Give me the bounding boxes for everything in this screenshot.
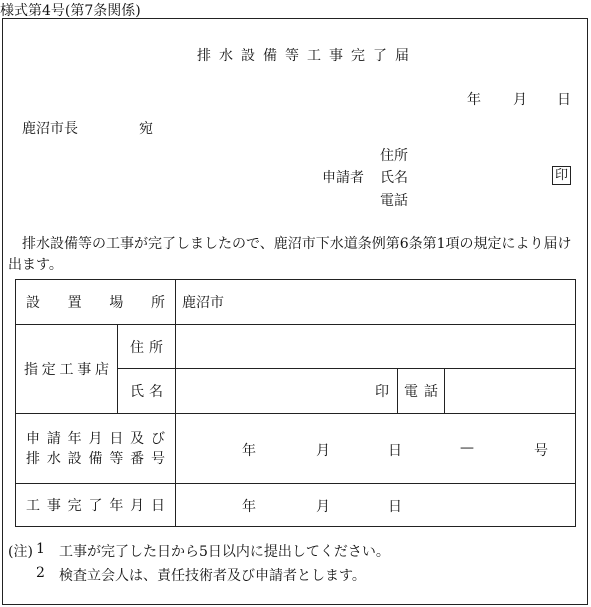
completion-label: 工事完了年月日 xyxy=(16,484,176,527)
form-title: 排水設備等工事完了届 xyxy=(197,48,417,64)
applicant-seal: 印 xyxy=(552,166,571,185)
form-id: 様式第4号(第7条関係) xyxy=(0,3,141,19)
location-row xyxy=(16,280,576,325)
application-label-line1: 申請年月日及び xyxy=(26,430,165,447)
contractor-name-label: 氏名 xyxy=(118,369,176,414)
completion-table xyxy=(15,279,576,527)
addressee-suffix: 宛 xyxy=(139,121,153,137)
apply-number: 号 xyxy=(534,443,548,459)
application-value[interactable] xyxy=(176,414,576,484)
complete-year: 年 xyxy=(242,499,256,515)
note-1-text: 工事が完了した日から5日以内に提出してください。 xyxy=(59,544,390,560)
addressee-mayor: 鹿沼市長 xyxy=(22,121,78,137)
date-month: 月 xyxy=(513,92,527,108)
note-2-text: 検査立会人は、責任技術者及び申請者とします。 xyxy=(59,568,366,584)
apply-month: 月 xyxy=(316,443,330,459)
apply-dash: — xyxy=(460,440,474,456)
application-label xyxy=(16,414,176,484)
application-row xyxy=(16,414,576,484)
applicant-name-label: 氏名 xyxy=(380,170,408,186)
completion-value[interactable] xyxy=(176,484,576,527)
complete-month: 月 xyxy=(316,499,330,515)
apply-year: 年 xyxy=(242,443,256,459)
applicant-address-label: 住所 xyxy=(380,148,408,164)
completion-row xyxy=(16,484,576,527)
contractor-name-field[interactable] xyxy=(176,369,398,414)
contractor-phone-label: 電話 xyxy=(398,369,445,414)
contractor-label: 指定工事店 xyxy=(16,325,118,414)
date-year: 年 xyxy=(467,92,481,108)
location-label: 設置場所 xyxy=(16,280,176,325)
contractor-seal: 印 xyxy=(375,384,389,400)
location-value[interactable]: 鹿沼市 xyxy=(176,280,576,325)
note-2-num: 2 xyxy=(36,565,45,581)
note-1-num: 1 xyxy=(36,541,45,557)
application-label-line2: 排水設備等番号 xyxy=(26,450,165,467)
complete-day: 日 xyxy=(388,499,402,515)
contractor-address-field[interactable] xyxy=(176,325,576,369)
notes-prefix: (注) xyxy=(8,544,33,560)
applicant-label: 申請者 xyxy=(322,170,364,186)
contractor-phone-field[interactable] xyxy=(445,369,576,414)
apply-day: 日 xyxy=(388,443,402,459)
contractor-address-label: 住所 xyxy=(118,325,176,369)
contractor-address-row xyxy=(16,325,576,369)
body-text: 排水設備等の工事が完了しましたので、鹿沼市下水道条例第6条第1項の規定により届け出ます。 xyxy=(8,236,572,273)
date-day: 日 xyxy=(557,92,571,108)
applicant-phone-label: 電話 xyxy=(380,193,408,209)
